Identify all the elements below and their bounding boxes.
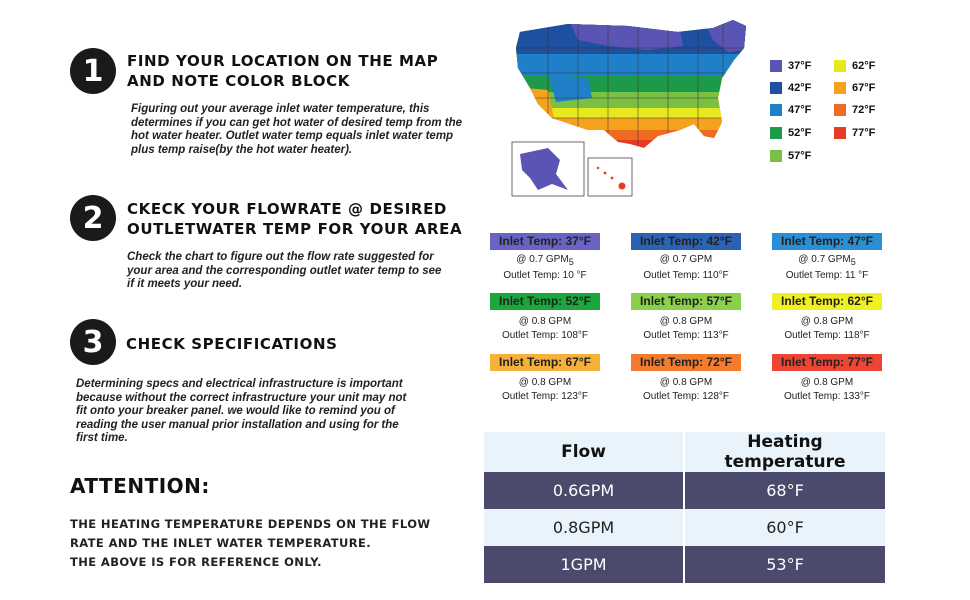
inlet-card-outlet: Outlet Temp: 123°F (501, 391, 589, 402)
legend-swatch (834, 104, 846, 116)
inlet-card-outlet: Outlet Temp: 128°F (642, 391, 730, 402)
step-title (127, 51, 438, 91)
step-description (127, 251, 441, 292)
step-title (127, 199, 462, 239)
inlet-card-outlet: Outlet Temp: 118°F (784, 330, 870, 341)
legend-item (834, 82, 875, 94)
flow-temperature-table (484, 432, 885, 583)
inlet-card-flow-row (631, 376, 741, 390)
step-desc-line: if it meets your need. (127, 278, 243, 290)
table-cell-flow: 1GPM (484, 546, 684, 583)
inlet-card-flow: @ 0.8 GPM (800, 316, 854, 327)
legend-item (834, 104, 875, 116)
step-desc-line: plus temp raise(by the hot water heater). (131, 143, 353, 156)
table-cell-temperature: 60°F (684, 509, 885, 546)
step-desc-line: reading the user manual prior installation and using for the (76, 418, 399, 431)
attention-line: THE HEATING TEMPERATURE DEPENDS ON THE FLOW (70, 517, 431, 531)
attention-heading: ATTENTION: (70, 474, 210, 498)
legend-item (834, 127, 875, 139)
legend-swatch (770, 127, 782, 139)
inlet-card-heading: Inlet Temp: 37°F (490, 233, 600, 250)
step-description (76, 378, 406, 446)
us-temperature-map (508, 18, 758, 198)
legend-label: 52°F (788, 127, 812, 139)
step-title-line: CKECK YOUR FLOWRATE @ DESIRED (127, 200, 447, 218)
inlet-card-flow: @ 0.8 GPM (800, 377, 854, 388)
legend-label: 67°F (852, 82, 876, 94)
inlet-card-flow: @ 0.8 GPM (659, 316, 713, 327)
attention-note (70, 515, 431, 572)
inlet-card-heading: Inlet Temp: 52°F (490, 293, 600, 310)
legend-swatch (834, 82, 846, 94)
step-desc-line: because without the correct infrastructure your unit may not (76, 391, 407, 404)
table-row (484, 472, 885, 509)
legend-label: 42°F (788, 82, 812, 94)
inlet-card-heading: Inlet Temp: 47°F (772, 233, 882, 250)
inlet-card-flow: @ 0.7 GPM (798, 254, 851, 265)
inlet-card-outlet: Outlet Temp: 110°F (643, 270, 729, 281)
table-header-row (484, 432, 885, 472)
attention-line: THE ABOVE IS FOR REFERENCE ONLY. (70, 555, 322, 569)
inlet-card-outlet: Outlet Temp: 133°F (783, 391, 871, 402)
hawaii-inset (588, 158, 632, 196)
table-cell-temperature: 68°F (684, 472, 885, 509)
table-row (484, 509, 885, 546)
step-desc-line: hot water heater. Outlet water temp equals inlet water temp (131, 130, 454, 142)
legend-item (770, 82, 811, 94)
inlet-card-flow: @ 0.7 GPM (659, 254, 713, 265)
inlet-card-flow-row (490, 376, 600, 390)
table-cell-flow: 0.6GPM (484, 472, 684, 509)
inlet-card (772, 354, 882, 404)
inlet-card-flow-row (772, 315, 882, 329)
inlet-card-flow-row (631, 253, 741, 269)
legend-item (770, 127, 811, 139)
step-title-line: AND NOTE COLOR BLOCK (127, 72, 350, 90)
inlet-card-flow: @ 0.7 GPM (516, 254, 569, 265)
inlet-card-flow-row (490, 315, 600, 329)
inlet-card-flow-row (772, 253, 882, 269)
inlet-card-flow: @ 0.8 GPM (659, 377, 713, 388)
legend-item (770, 150, 811, 162)
inlet-card (490, 293, 600, 343)
step-desc-line: fit onto your breaker panel. we would like to remind you of (76, 405, 395, 417)
inlet-card-flow-row (490, 253, 600, 269)
legend-swatch (834, 127, 846, 139)
legend-label: 62°F (852, 60, 876, 72)
column-header-heating-temperature: Heating temperature (684, 432, 885, 472)
step-desc-line: first time. (76, 432, 128, 444)
legend-swatch (770, 82, 782, 94)
step-desc-line: Check the chart to figure out the flow rate suggested for (127, 251, 434, 263)
column-header-flow: Flow (484, 432, 684, 472)
step-desc-line: Determining specs and electrical infrastructure is important (76, 378, 403, 390)
legend-swatch (770, 104, 782, 116)
legend-label: 77°F (852, 127, 876, 139)
inlet-card-heading: Inlet Temp: 57°F (631, 293, 741, 310)
inlet-card-extra: 5 (568, 257, 574, 267)
legend-item (770, 104, 811, 116)
inlet-card (490, 354, 600, 404)
step-description (131, 103, 462, 157)
step-number-badge: 3 (70, 319, 116, 365)
inlet-card-flow: @ 0.8 GPM (518, 316, 572, 327)
legend-swatch (770, 150, 782, 162)
step-number-badge: 1 (70, 48, 116, 94)
inlet-card (631, 293, 741, 343)
inlet-card-outlet: Outlet Temp: 10 °F (503, 270, 587, 281)
step-desc-line: Figuring out your average inlet water temperature, this (131, 103, 430, 115)
map-legend (770, 60, 890, 168)
inlet-card-heading: Inlet Temp: 77°F (772, 354, 882, 371)
map-contiguous-states (508, 18, 758, 148)
step-title-line: OUTLETWATER TEMP FOR YOUR AREA (127, 220, 463, 238)
inlet-card-heading: Inlet Temp: 67°F (490, 354, 600, 371)
legend-swatch (834, 60, 846, 72)
legend-item (834, 60, 875, 72)
step-desc-line: determines if you can get hot water of desired temp from the (131, 116, 463, 129)
attention-line: RATE AND THE INLET WATER TEMPERATURE. (70, 536, 371, 550)
table-row (484, 546, 885, 583)
inlet-card-extra: 5 (850, 257, 856, 267)
step-desc-line: your area and the corresponding outlet water temp to see (127, 264, 442, 277)
legend-label: 47°F (788, 104, 812, 116)
inlet-card (490, 233, 600, 283)
legend-swatch (770, 60, 782, 72)
inlet-card (772, 233, 882, 283)
inlet-card-outlet: Outlet Temp: 113°F (643, 330, 729, 341)
inlet-card (772, 293, 882, 343)
inlet-card-heading: Inlet Temp: 62°F (772, 293, 882, 310)
table-cell-temperature: 53°F (684, 546, 885, 583)
step-title-line: CHECK SPECIFICATIONS (126, 335, 338, 353)
table-cell-flow: 0.8GPM (484, 509, 684, 546)
step-number-badge: 2 (70, 195, 116, 241)
legend-label: 37°F (788, 60, 812, 72)
inlet-card-heading: Inlet Temp: 72°F (631, 354, 741, 371)
inlet-card-flow: @ 0.8 GPM (518, 377, 572, 388)
legend-item (770, 60, 811, 72)
inlet-card (631, 354, 741, 404)
step-title-line: FIND YOUR LOCATION ON THE MAP (127, 52, 439, 70)
legend-label: 72°F (852, 104, 876, 116)
hawaii-shape (619, 183, 626, 190)
legend-label: 57°F (788, 150, 812, 162)
inlet-card-flow-row (772, 376, 882, 390)
inlet-card-heading: Inlet Temp: 42°F (631, 233, 741, 250)
inlet-card-outlet: Outlet Temp: 11 °F (785, 270, 869, 281)
inlet-card (631, 233, 741, 283)
inlet-card-flow-row (631, 315, 741, 329)
step-title (126, 334, 338, 354)
inlet-card-outlet: Outlet Temp: 108°F (501, 330, 589, 341)
